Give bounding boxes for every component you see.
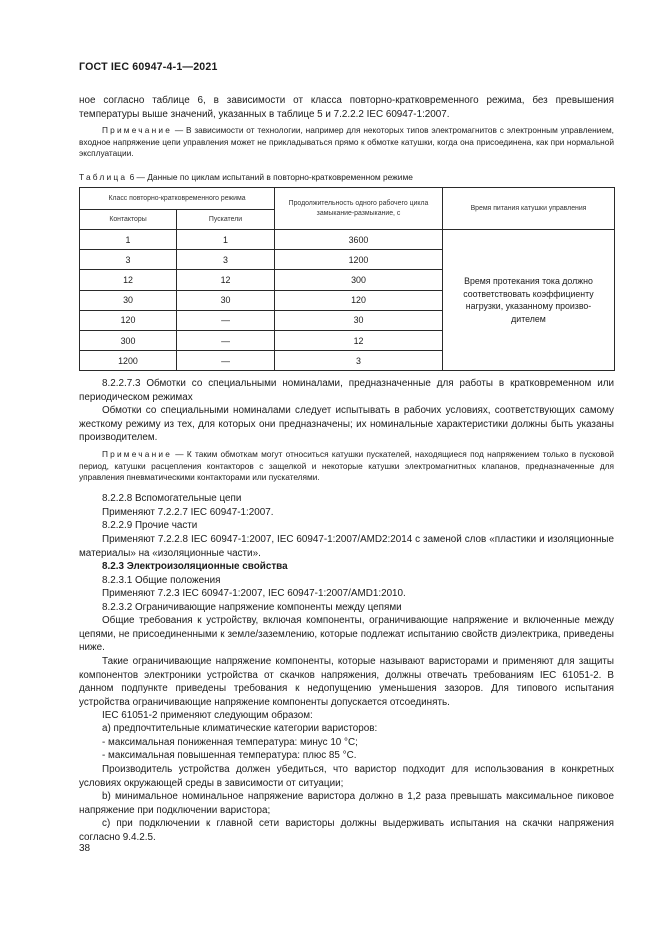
cell-starters: 1 <box>177 230 275 250</box>
cell-duration: 3 <box>275 351 443 371</box>
cell-duration: 12 <box>275 330 443 350</box>
list-item-a-2: - максимальная повышенная температура: плюс 85 °C. <box>102 750 357 761</box>
clause-8-2-3-1: 8.2.3.1 Общие положения <box>102 575 221 586</box>
list-item-a: a) предпочтительные климатические категории варисторов: <box>102 723 378 734</box>
table-6-caption <box>79 172 413 182</box>
cell-contactors: 300 <box>80 330 177 350</box>
page-number: 38 <box>79 843 91 854</box>
cell-contactors: 12 <box>80 270 177 290</box>
header-coil-time: Время питания катушки управления <box>443 188 615 230</box>
cell-contactors: 3 <box>80 250 177 270</box>
table-6-caption-text: 6 — Данные по циклам испытаний в повторно-кратковременном режиме <box>127 172 413 182</box>
manufacturer-paragraph: Производитель устройства должен убедиться, что варистор подходит для использования в конкретных условиях окружающей среды в зависимости от ситуации; <box>79 764 614 789</box>
clause-8-2-2-9-text: Применяют 7.2.2.8 IEC 60947-1:2007, IEC 60947-1:2007/AMD2:2014 с заменой слов «пластики и изоляционные материалы» на «изоляционные части». <box>79 534 614 559</box>
header-duration: Продолжительность одного рабочего цикла замыкание-размыкание, с <box>275 188 443 230</box>
cell-starters: — <box>177 330 275 350</box>
cell-starters: 12 <box>177 270 275 290</box>
clause-8-2-2-8-text: Применяют 7.2.2.7 IEC 60947-1:2007. <box>102 507 274 518</box>
cell-duration: 3600 <box>275 230 443 250</box>
table-6-caption-label: Таблица <box>79 172 128 182</box>
cell-duration: 300 <box>275 270 443 290</box>
cell-duration: 120 <box>275 290 443 310</box>
clause-8-2-2-8: 8.2.2.8 Вспомогательные цепи <box>102 493 242 504</box>
list-item-c: c) при подключении к главной сети варисторы должны выдерживать испытания на скачки напряжения согласно 9.4.2.5. <box>79 818 614 843</box>
special-coils-paragraph: Обмотки со специальными номиналами следует испытывать в рабочих условиях, соответствующих самому жесткому режиму из тех, для которых они предназначены; их номинальные характеристики должны быть указаны производителем. <box>79 405 614 444</box>
list-item-b: b) минимальное номинальное напряжение варистора должно в 1,2 раза превышать максимальное пиковое напряжение при подключении варистора; <box>79 791 614 816</box>
general-requirements-paragraph: Общие требования к устройству, включая компоненты, ограничивающие напряжение и включенные между цепями, не присоединенными к земле/заземлению, которые подлежат испытанию свойств диэлектрика, приведены ниже. <box>79 615 614 654</box>
cell-contactors: 1200 <box>80 351 177 371</box>
clause-8-2-3-1-text: Применяют 7.2.3 IEC 60947-1:2007, IEC 60947-1:2007/AMD1:2010. <box>102 588 406 599</box>
clause-8-2-2-9: 8.2.2.9 Прочие части <box>102 520 198 531</box>
cell-starters: — <box>177 310 275 330</box>
header-starters: Пускатели <box>177 210 275 230</box>
header-class: Класс повторно-кратковременного режима <box>80 188 275 210</box>
note-2-text: — К таким обмоткам могут относиться катушки пускателей, находящиеся под напряжением только в пусковой период, катушки расцепления контакторов с защелкой и некоторые катушки электромагнитных клапанов, предназначенные для управления пневматическими контакторами или пускателями. <box>79 449 614 483</box>
note-2 <box>79 449 614 484</box>
cell-contactors: 1 <box>80 230 177 250</box>
list-item-a-1: - максимальная пониженная температура: минус 10 °C; <box>102 737 358 748</box>
table-6 <box>79 187 615 371</box>
clause-8-2-3-heading: 8.2.3 Электроизоляционные свойства <box>102 561 288 572</box>
cell-starters: 30 <box>177 290 275 310</box>
varistors-paragraph: Такие ограничивающие напряжение компоненты, которые называют варисторами и применяют для защиты компонентов электроники устройства от скачков напряжения, должны отвечать требованиям IEC 61051-2. В данном подпункте приведены требования к недопущению уменьшения зазоров. Для типового испытания устройства ограничивающие напряжение компоненты допускается отсоединять. <box>79 656 614 708</box>
cell-coil-time-note: Время протекания тока должно соответствовать коэффициенту нагрузки, указанному произво-дителем <box>443 230 615 371</box>
header-contactors: Контакторы <box>80 210 177 230</box>
note-1-text: — В зависимости от технологии, например для некоторых типов электромагнитов с электронным управлением, входное напряжение цепи управления может не прикладываться прямо к обмотке катушки, когда она присоединена, как при нормальной эксплуатации. <box>79 125 614 159</box>
table-row <box>80 230 615 250</box>
iec-61051-application: IEC 61051-2 применяют следующим образом: <box>102 710 313 721</box>
cell-contactors: 30 <box>80 290 177 310</box>
cell-contactors: 120 <box>80 310 177 330</box>
cell-duration: 1200 <box>275 250 443 270</box>
note-2-label: Примечание <box>102 449 173 459</box>
note-1 <box>79 125 614 160</box>
cell-starters: 3 <box>177 250 275 270</box>
clause-8-2-3-2: 8.2.3.2 Ограничивающие напряжение компоненты между цепями <box>102 602 402 613</box>
cell-duration: 30 <box>275 310 443 330</box>
note-1-label: Примечание <box>102 125 173 135</box>
clause-8-2-2-7-3: 8.2.2.7.3 Обмотки со специальными номиналами, предназначенные для работы в кратковременном или периодическом режимах <box>79 378 614 403</box>
cell-starters: — <box>177 351 275 371</box>
document-header: ГОСТ IEC 60947-4-1—2021 <box>79 61 218 73</box>
intro-paragraph: ное согласно таблице 6, в зависимости от класса повторно-кратковременного режима, без превышения температуры выше значений, указанных в таблице 5 и 7.2.2.2 IEC 60947-1:2007. <box>79 95 614 120</box>
